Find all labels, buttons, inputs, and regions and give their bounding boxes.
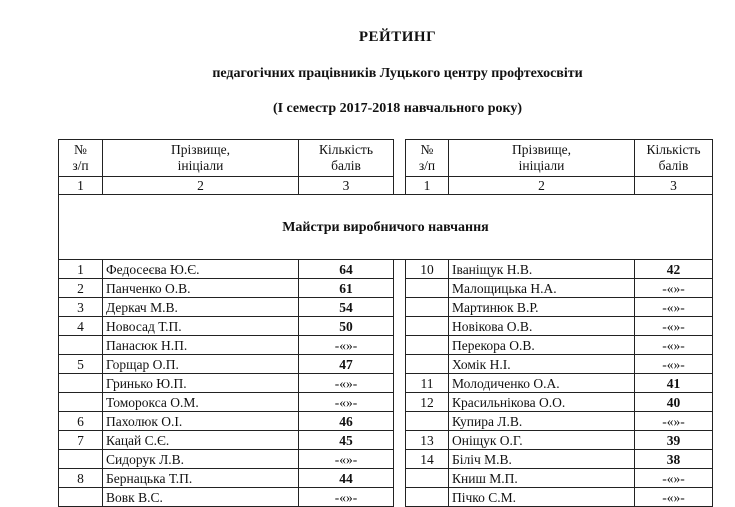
column-gap: [394, 336, 406, 355]
person-name-left: Томорокса О.М.: [103, 393, 299, 412]
rating-table: [58, 139, 713, 507]
person-name-right: Молодиченко О.А.: [449, 374, 635, 393]
table-row: [59, 298, 713, 317]
column-index: 3: [299, 177, 394, 195]
column-gap: [394, 177, 406, 195]
row-number-left: 6: [59, 412, 103, 431]
column-gap: [394, 317, 406, 336]
column-gap: [394, 412, 406, 431]
person-name-right: Оніщук О.Г.: [449, 431, 635, 450]
person-name-right: Іваніщук Н.В.: [449, 260, 635, 279]
person-name-right: Мартинюк В.Р.: [449, 298, 635, 317]
row-number-right: 13: [406, 431, 449, 450]
person-name-left: Бернацька Т.П.: [103, 469, 299, 488]
header-score: Кількість балів: [635, 140, 713, 177]
person-name-left: Федосеєва Ю.Є.: [103, 260, 299, 279]
score-right: -«»-: [635, 488, 713, 507]
person-name-left: Панченко О.В.: [103, 279, 299, 298]
column-gap: [394, 279, 406, 298]
column-gap: [394, 450, 406, 469]
row-number-right: [406, 469, 449, 488]
person-name-left: Вовк В.С.: [103, 488, 299, 507]
score-left: 64: [299, 260, 394, 279]
score-left: 46: [299, 412, 394, 431]
section-row: [59, 195, 713, 260]
score-left: -«»-: [299, 450, 394, 469]
row-number-right: [406, 412, 449, 431]
score-left: -«»-: [299, 336, 394, 355]
person-name-right: Пічко С.М.: [449, 488, 635, 507]
header-name: Прізвище, ініціали: [103, 140, 299, 177]
row-number-left: 8: [59, 469, 103, 488]
row-number-left: [59, 336, 103, 355]
column-gap: [394, 374, 406, 393]
row-number-left: [59, 374, 103, 393]
score-right: -«»-: [635, 355, 713, 374]
column-gap: [394, 469, 406, 488]
row-number-right: [406, 279, 449, 298]
header-num: № з/п: [406, 140, 449, 177]
person-name-left: Кацай С.Є.: [103, 431, 299, 450]
table-row: [59, 260, 713, 279]
row-number-right: [406, 317, 449, 336]
table-row: [59, 393, 713, 412]
header-num: № з/п: [59, 140, 103, 177]
score-right: 40: [635, 393, 713, 412]
row-number-left: [59, 450, 103, 469]
row-number-right: [406, 355, 449, 374]
score-left: 61: [299, 279, 394, 298]
row-number-left: 2: [59, 279, 103, 298]
document-subtitle: педагогічних працівників Луцького центру профтехосвіти: [212, 66, 583, 81]
score-right: -«»-: [635, 336, 713, 355]
section-title: Майстри виробничого навчання: [59, 195, 713, 260]
score-left: 44: [299, 469, 394, 488]
column-index: 3: [635, 177, 713, 195]
column-index-row: [59, 177, 713, 195]
document-title: РЕЙТИНГ: [358, 29, 437, 45]
row-number-right: 14: [406, 450, 449, 469]
score-left: 47: [299, 355, 394, 374]
column-gap: [394, 393, 406, 412]
row-number-left: 1: [59, 260, 103, 279]
score-left: 54: [299, 298, 394, 317]
column-gap: [394, 140, 406, 177]
row-number-right: [406, 336, 449, 355]
table-row: [59, 488, 713, 507]
score-right: -«»-: [635, 469, 713, 488]
score-left: 50: [299, 317, 394, 336]
row-number-right: 11: [406, 374, 449, 393]
person-name-right: Хомік Н.І.: [449, 355, 635, 374]
person-name-left: Пахолюк О.І.: [103, 412, 299, 431]
column-gap: [394, 260, 406, 279]
table-row: [59, 450, 713, 469]
row-number-right: [406, 298, 449, 317]
row-number-right: 12: [406, 393, 449, 412]
person-name-left: Панасюк Н.П.: [103, 336, 299, 355]
score-right: 41: [635, 374, 713, 393]
person-name-right: Малощицька Н.А.: [449, 279, 635, 298]
row-number-left: 3: [59, 298, 103, 317]
column-index: 1: [59, 177, 103, 195]
column-gap: [394, 431, 406, 450]
person-name-right: Новікова О.В.: [449, 317, 635, 336]
score-right: -«»-: [635, 317, 713, 336]
column-index: 2: [103, 177, 299, 195]
column-gap: [394, 298, 406, 317]
person-name-right: Книш М.П.: [449, 469, 635, 488]
table-row: [59, 469, 713, 488]
score-right: 42: [635, 260, 713, 279]
person-name-left: Гринько Ю.П.: [103, 374, 299, 393]
score-right: 39: [635, 431, 713, 450]
person-name-left: Новосад Т.П.: [103, 317, 299, 336]
table-row: [59, 412, 713, 431]
row-number-left: 7: [59, 431, 103, 450]
column-index: 1: [406, 177, 449, 195]
score-right: -«»-: [635, 412, 713, 431]
person-name-right: Біліч М.В.: [449, 450, 635, 469]
person-name-left: Сидорук Л.В.: [103, 450, 299, 469]
column-gap: [394, 488, 406, 507]
row-number-right: [406, 488, 449, 507]
table-row: [59, 279, 713, 298]
score-right: 38: [635, 450, 713, 469]
person-name-right: Красильнікова О.О.: [449, 393, 635, 412]
table-row: [59, 336, 713, 355]
table-row: [59, 431, 713, 450]
person-name-left: Деркач М.В.: [103, 298, 299, 317]
column-index: 2: [449, 177, 635, 195]
score-left: -«»-: [299, 488, 394, 507]
person-name-right: Перекора О.В.: [449, 336, 635, 355]
row-number-left: 4: [59, 317, 103, 336]
table-row: [59, 317, 713, 336]
score-left: -«»-: [299, 393, 394, 412]
table-row: [59, 355, 713, 374]
score-right: -«»-: [635, 279, 713, 298]
score-right: -«»-: [635, 298, 713, 317]
person-name-right: Купира Л.В.: [449, 412, 635, 431]
header-row: [59, 140, 713, 177]
document-period: (І семестр 2017-2018 навчального року): [272, 101, 523, 116]
row-number-left: [59, 393, 103, 412]
column-gap: [394, 355, 406, 374]
row-number-left: 5: [59, 355, 103, 374]
row-number-left: [59, 488, 103, 507]
score-left: 45: [299, 431, 394, 450]
header-name: Прізвище, ініціали: [449, 140, 635, 177]
person-name-left: Горщар О.П.: [103, 355, 299, 374]
header-score: Кількість балів: [299, 140, 394, 177]
score-left: -«»-: [299, 374, 394, 393]
table-row: [59, 374, 713, 393]
row-number-right: 10: [406, 260, 449, 279]
